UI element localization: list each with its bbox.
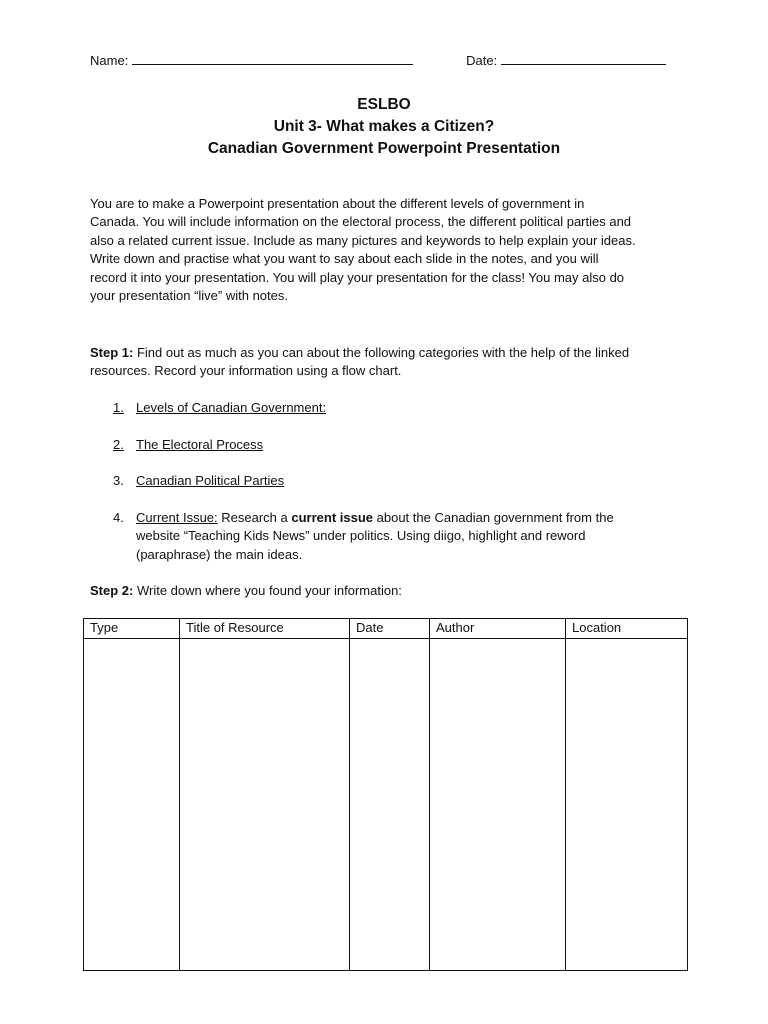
list-item	[113, 472, 653, 490]
step1-paragraph	[90, 344, 690, 381]
page-title	[0, 94, 768, 160]
name-label: Name:	[90, 53, 129, 68]
intro-line: your presentation “live” with notes.	[90, 288, 288, 304]
intro-line: Canada. You will include information on the electoral process, the different political parties and	[90, 214, 632, 230]
header-fields	[90, 51, 690, 70]
date-field[interactable]	[501, 51, 666, 65]
cell-type[interactable]	[84, 639, 180, 971]
intro-line: record it into your presentation. You will play your presentation for the class! You may also do	[90, 269, 625, 285]
intro-line: also a related current issue. Include as many pictures and keywords to help explain your ideas.	[90, 232, 636, 248]
step1-text-line2: resources. Record your information using a flow chart.	[90, 363, 402, 379]
step2-label: Step 2:	[90, 583, 134, 598]
list-number: 3.	[113, 473, 124, 488]
table-header-row	[84, 619, 688, 639]
column-header-title: Title of Resource	[180, 619, 350, 639]
list-number: 1.	[113, 400, 124, 415]
list-number: 2.	[113, 437, 124, 452]
list-text: about the Canadian government from the	[373, 510, 614, 525]
list-item	[113, 436, 653, 454]
column-header-location: Location	[566, 619, 688, 639]
intro-paragraph	[90, 195, 690, 305]
column-header-type: Type	[84, 619, 180, 639]
title-assignment: Canadian Government Powerpoint Presentation	[207, 140, 561, 157]
list-text-line2: website “Teaching Kids News” under politics. Using diigo, highlight and reword	[136, 528, 586, 544]
step1-label: Step 1:	[90, 345, 134, 360]
title-course: ESLBO	[357, 96, 411, 113]
list-item	[113, 399, 653, 417]
resources-table	[83, 618, 688, 971]
link-current-issue[interactable]: Current Issue:	[136, 510, 218, 525]
link-political-parties[interactable]: Canadian Political Parties	[136, 473, 285, 488]
list-text: Research a	[217, 510, 292, 525]
list-number: 4.	[113, 510, 124, 525]
column-header-author: Author	[430, 619, 566, 639]
step2-paragraph	[90, 582, 690, 600]
intro-line: You are to make a Powerpoint presentation about the different levels of government in	[90, 196, 585, 211]
list-text-bold: current issue	[291, 510, 374, 525]
link-electoral-process[interactable]: The Electoral Process	[136, 437, 264, 452]
column-header-date: Date	[350, 619, 430, 639]
title-unit: Unit 3- What makes a Citizen?	[273, 118, 495, 135]
list-text-line3: (paraphrase) the main ideas.	[136, 546, 303, 562]
cell-title[interactable]	[180, 639, 350, 971]
table-row	[84, 639, 688, 971]
name-field[interactable]	[132, 51, 413, 65]
cell-author[interactable]	[430, 639, 566, 971]
list-item	[113, 509, 653, 564]
step1-text: Find out as much as you can about the following categories with the help of the linked	[133, 345, 630, 360]
intro-line: Write down and practise what you want to say about each slide in the notes, and you will	[90, 251, 599, 267]
cell-date[interactable]	[350, 639, 430, 971]
cell-location[interactable]	[566, 639, 688, 971]
date-label: Date:	[466, 53, 498, 68]
link-levels-of-government[interactable]: Levels of Canadian Government:	[136, 400, 327, 415]
step2-text: Write down where you found your information:	[133, 583, 402, 598]
